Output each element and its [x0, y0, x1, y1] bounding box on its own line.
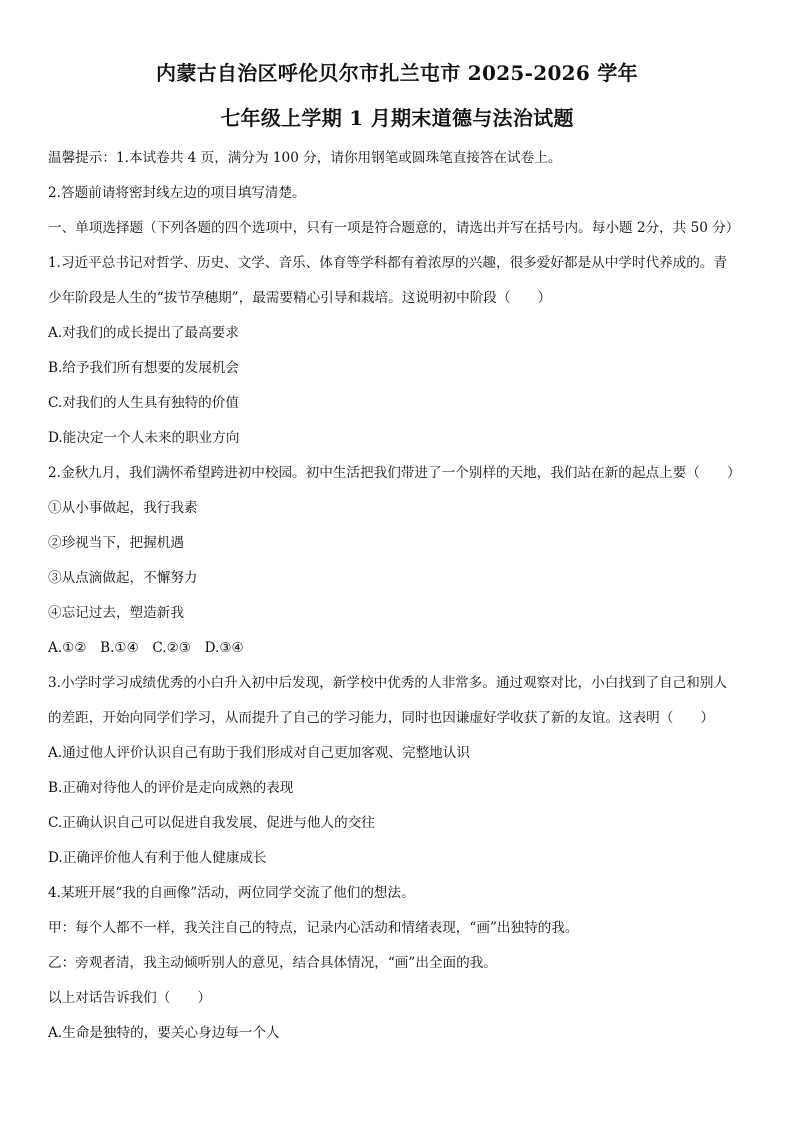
question-4-statement-a: 甲：每个人都不一样，我关注自己的特点，记录内心活动和情绪表现，“画”出独特的我。	[48, 920, 579, 936]
question-2-options: A.①② B.①④ C.②③ D.③④	[48, 640, 244, 656]
question-1-option-c: C.对我们的人生具有独特的价值	[48, 395, 239, 411]
question-1-stem-line-1: 1.习近平总书记对哲学、历史、文学、音乐、体育等学科都有着浓厚的兴趣，很多爱好都是从中学时代养成的。青	[48, 255, 728, 271]
question-2-stem: 2.金秋九月，我们满怀希望跨进初中校园。初中生活把我们带进了一个别样的天地，我们站在新的起点上要（ ）	[48, 465, 741, 481]
question-4-prompt: 以上对话告诉我们（ ）	[48, 990, 212, 1006]
question-4-stem: 4.某班开展“我的自画像”活动，两位同学交流了他们的想法。	[48, 885, 415, 901]
question-3-stem-line-1: 3.小学时学习成绩优秀的小白升入初中后发现，新学校中优秀的人非常多。通过观察对比，小白找到了自己和别人	[48, 675, 728, 691]
question-3-option-b: B.正确对待他人的评价是走向成熟的表现	[48, 780, 294, 796]
question-2-item-2: ②珍视当下，把握机遇	[48, 535, 184, 551]
question-3-option-d: D.正确评价他人有利于他人健康成长	[48, 850, 267, 866]
question-1-option-d: D.能决定一个人未来的职业方向	[48, 430, 240, 446]
question-2-item-4: ④忘记过去，塑造新我	[48, 605, 184, 621]
question-3-option-c: C.正确认识自己可以促进自我发展、促进与他人的交往	[48, 815, 375, 831]
section-heading: 一、单项选择题（下列各题的四个选项中，只有一项是符合题意的，请选出并写在括号内。每小题 2分，共 50 分）	[48, 220, 740, 236]
question-3-option-a: A.通过他人评价认识自己有助于我们形成对自己更加客观、完整地认识	[48, 745, 470, 761]
question-4-option-a: A.生命是独特的，要关心身边每一个人	[48, 1025, 280, 1041]
question-1-stem-line-2: 少年阶段是人生的“拔节孕穗期”，最需要精心引导和栽培。这说明初中阶段（ ）	[48, 290, 552, 306]
exam-title-line-1: 内蒙古自治区呼伦贝尔市扎兰屯市 2025-2026 学年	[156, 61, 638, 85]
question-3-stem-line-2: 的差距，开始向同学们学习，从而提升了自己的学习能力，同时也因谦虚好学收获了新的友谊。这表明（ ）	[48, 710, 715, 726]
question-2-item-1: ①从小事做起，我行我素	[48, 500, 198, 516]
question-2-item-3: ③从点滴做起，不懈努力	[48, 570, 198, 586]
notice-line-1: 温馨提示：1.本试卷共 4 页，满分为 100 分，请你用钢笔或圆珠笔直接答在试卷上。	[48, 150, 562, 166]
notice-line-2: 2.答题前请将密封线左边的项目填写清楚。	[48, 185, 306, 201]
question-1-option-a: A.对我们的成长提出了最高要求	[48, 325, 239, 341]
exam-title-line-2: 七年级上学期 1 月期末道德与法治试题	[220, 106, 574, 130]
question-1-option-b: B.给予我们所有想要的发展机会	[48, 360, 240, 376]
question-4-statement-b: 乙：旁观者清，我主动倾听别人的意见，结合具体情况，“画”出全面的我。	[48, 955, 497, 971]
